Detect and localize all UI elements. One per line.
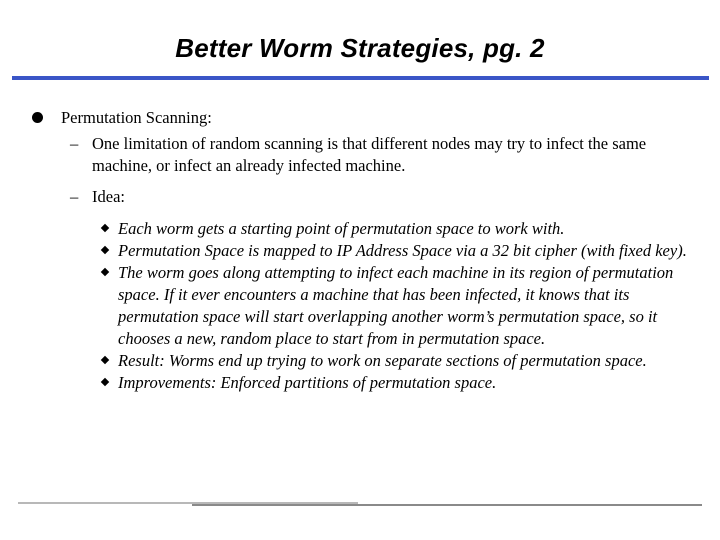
- idea-item: [118, 240, 688, 262]
- title-divider: [12, 76, 709, 80]
- dash-bullet-icon: –: [70, 134, 79, 153]
- slide-title: Better Worm Strategies, pg. 2: [175, 33, 545, 63]
- idea-item: [118, 372, 688, 394]
- dash-bullet-icon: –: [70, 187, 79, 206]
- idea-item-text: Each worm gets a starting point of permutation space to work with.: [118, 219, 565, 238]
- sub-bullet-limitation: One limitation of random scanning is that different nodes may try to infect the same machine, or infect an already infected machine.: [92, 134, 647, 175]
- idea-item-text: Result: Worms end up trying to work on separate sections of permutation space.: [118, 351, 647, 370]
- diamond-bullet-icon: [101, 268, 109, 276]
- diamond-bullet-icon: [101, 378, 109, 386]
- footer-divider: [192, 504, 702, 506]
- idea-item: [118, 262, 688, 350]
- diamond-bullet-icon: [101, 356, 109, 364]
- sub-bullet-idea: Idea:: [92, 187, 125, 206]
- idea-item: [118, 350, 688, 372]
- idea-list: [118, 218, 688, 394]
- round-bullet-icon: [32, 112, 43, 123]
- idea-item: [118, 218, 688, 240]
- idea-item-text: The worm goes along attempting to infect each machine in its region of permutation space. If it ever encounters a machine that has been infected, it knows that its permutation space will start overlapping another worm’s permutation space, so it chooses a new, random place to start from in permutation space.: [118, 263, 674, 348]
- diamond-bullet-icon: [101, 224, 109, 232]
- bullet-permutation-scanning: Permutation Scanning:: [61, 108, 212, 127]
- idea-item-text: Improvements: Enforced partitions of permutation space.: [118, 373, 497, 392]
- diamond-bullet-icon: [101, 246, 109, 254]
- idea-item-text: Permutation Space is mapped to IP Address Space via a 32 bit cipher (with fixed key).: [118, 241, 687, 260]
